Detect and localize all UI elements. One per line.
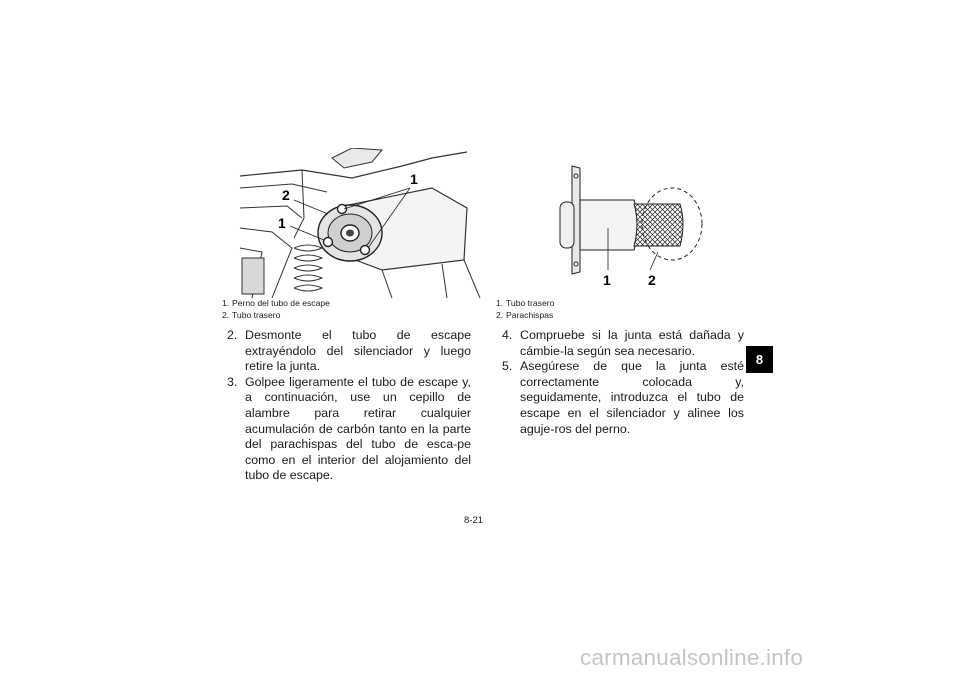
caption-row	[222, 309, 330, 321]
caption-text: Parachispas	[506, 310, 554, 320]
list-item	[496, 359, 744, 437]
callout-2: 2	[282, 187, 290, 203]
caption-text: Tubo trasero	[506, 298, 555, 308]
steps-right-column	[496, 328, 744, 437]
caption-row	[496, 297, 554, 309]
exhaust-pipe-photo	[232, 148, 482, 298]
caption-number: 2.	[496, 310, 504, 320]
caption-text: Perno del tubo de escape	[232, 298, 330, 308]
step-text: Desmonte el tubo de escape extrayéndolo del silenciador y luego retire la junta.	[245, 328, 471, 374]
callout-1-left: 1	[278, 215, 286, 231]
step-number: 4.	[502, 328, 513, 342]
figure-left-captions	[222, 297, 330, 321]
tail-pipe-diagram	[550, 162, 720, 297]
step-number: 2.	[227, 328, 238, 342]
step-number: 5.	[502, 359, 513, 374]
callout-1: 1	[603, 272, 611, 288]
list-item	[221, 328, 471, 375]
step-text: Asegúrese de que la junta esté correctamente colocada y, seguidamente, introduzca el tubo de escape en el silenciador y alinee los aguje-ros del perno.	[520, 359, 744, 436]
caption-row	[222, 297, 330, 309]
caption-number: 1.	[222, 298, 230, 308]
step-text: Compruebe si la junta está dañada y cámbie-la según sea necesario.	[520, 328, 744, 358]
watermark: carmanualsonline.info	[580, 645, 804, 670]
callout-2: 2	[648, 272, 656, 288]
chapter-tab[interactable]: 8	[746, 346, 773, 373]
page-number: 8-21	[464, 515, 484, 526]
caption-number: 1.	[496, 298, 504, 308]
list-item	[496, 328, 744, 359]
caption-text: Tubo trasero	[232, 310, 281, 320]
list-item	[221, 375, 471, 484]
steps-left-column	[221, 328, 471, 484]
step-text: Golpee ligeramente el tubo de escape y, a continuación, use un cepillo de alambre para retirar cualquier acumulación de carbón tanto en la parte del parachispas del tubo de esca-pe como en el interior del alojamiento del tubo de escape.	[245, 374, 471, 483]
step-number: 3.	[227, 374, 238, 389]
caption-number: 2.	[222, 310, 230, 320]
figure-right-captions	[496, 297, 554, 321]
caption-row	[496, 309, 554, 321]
callout-1-top: 1	[410, 171, 418, 187]
